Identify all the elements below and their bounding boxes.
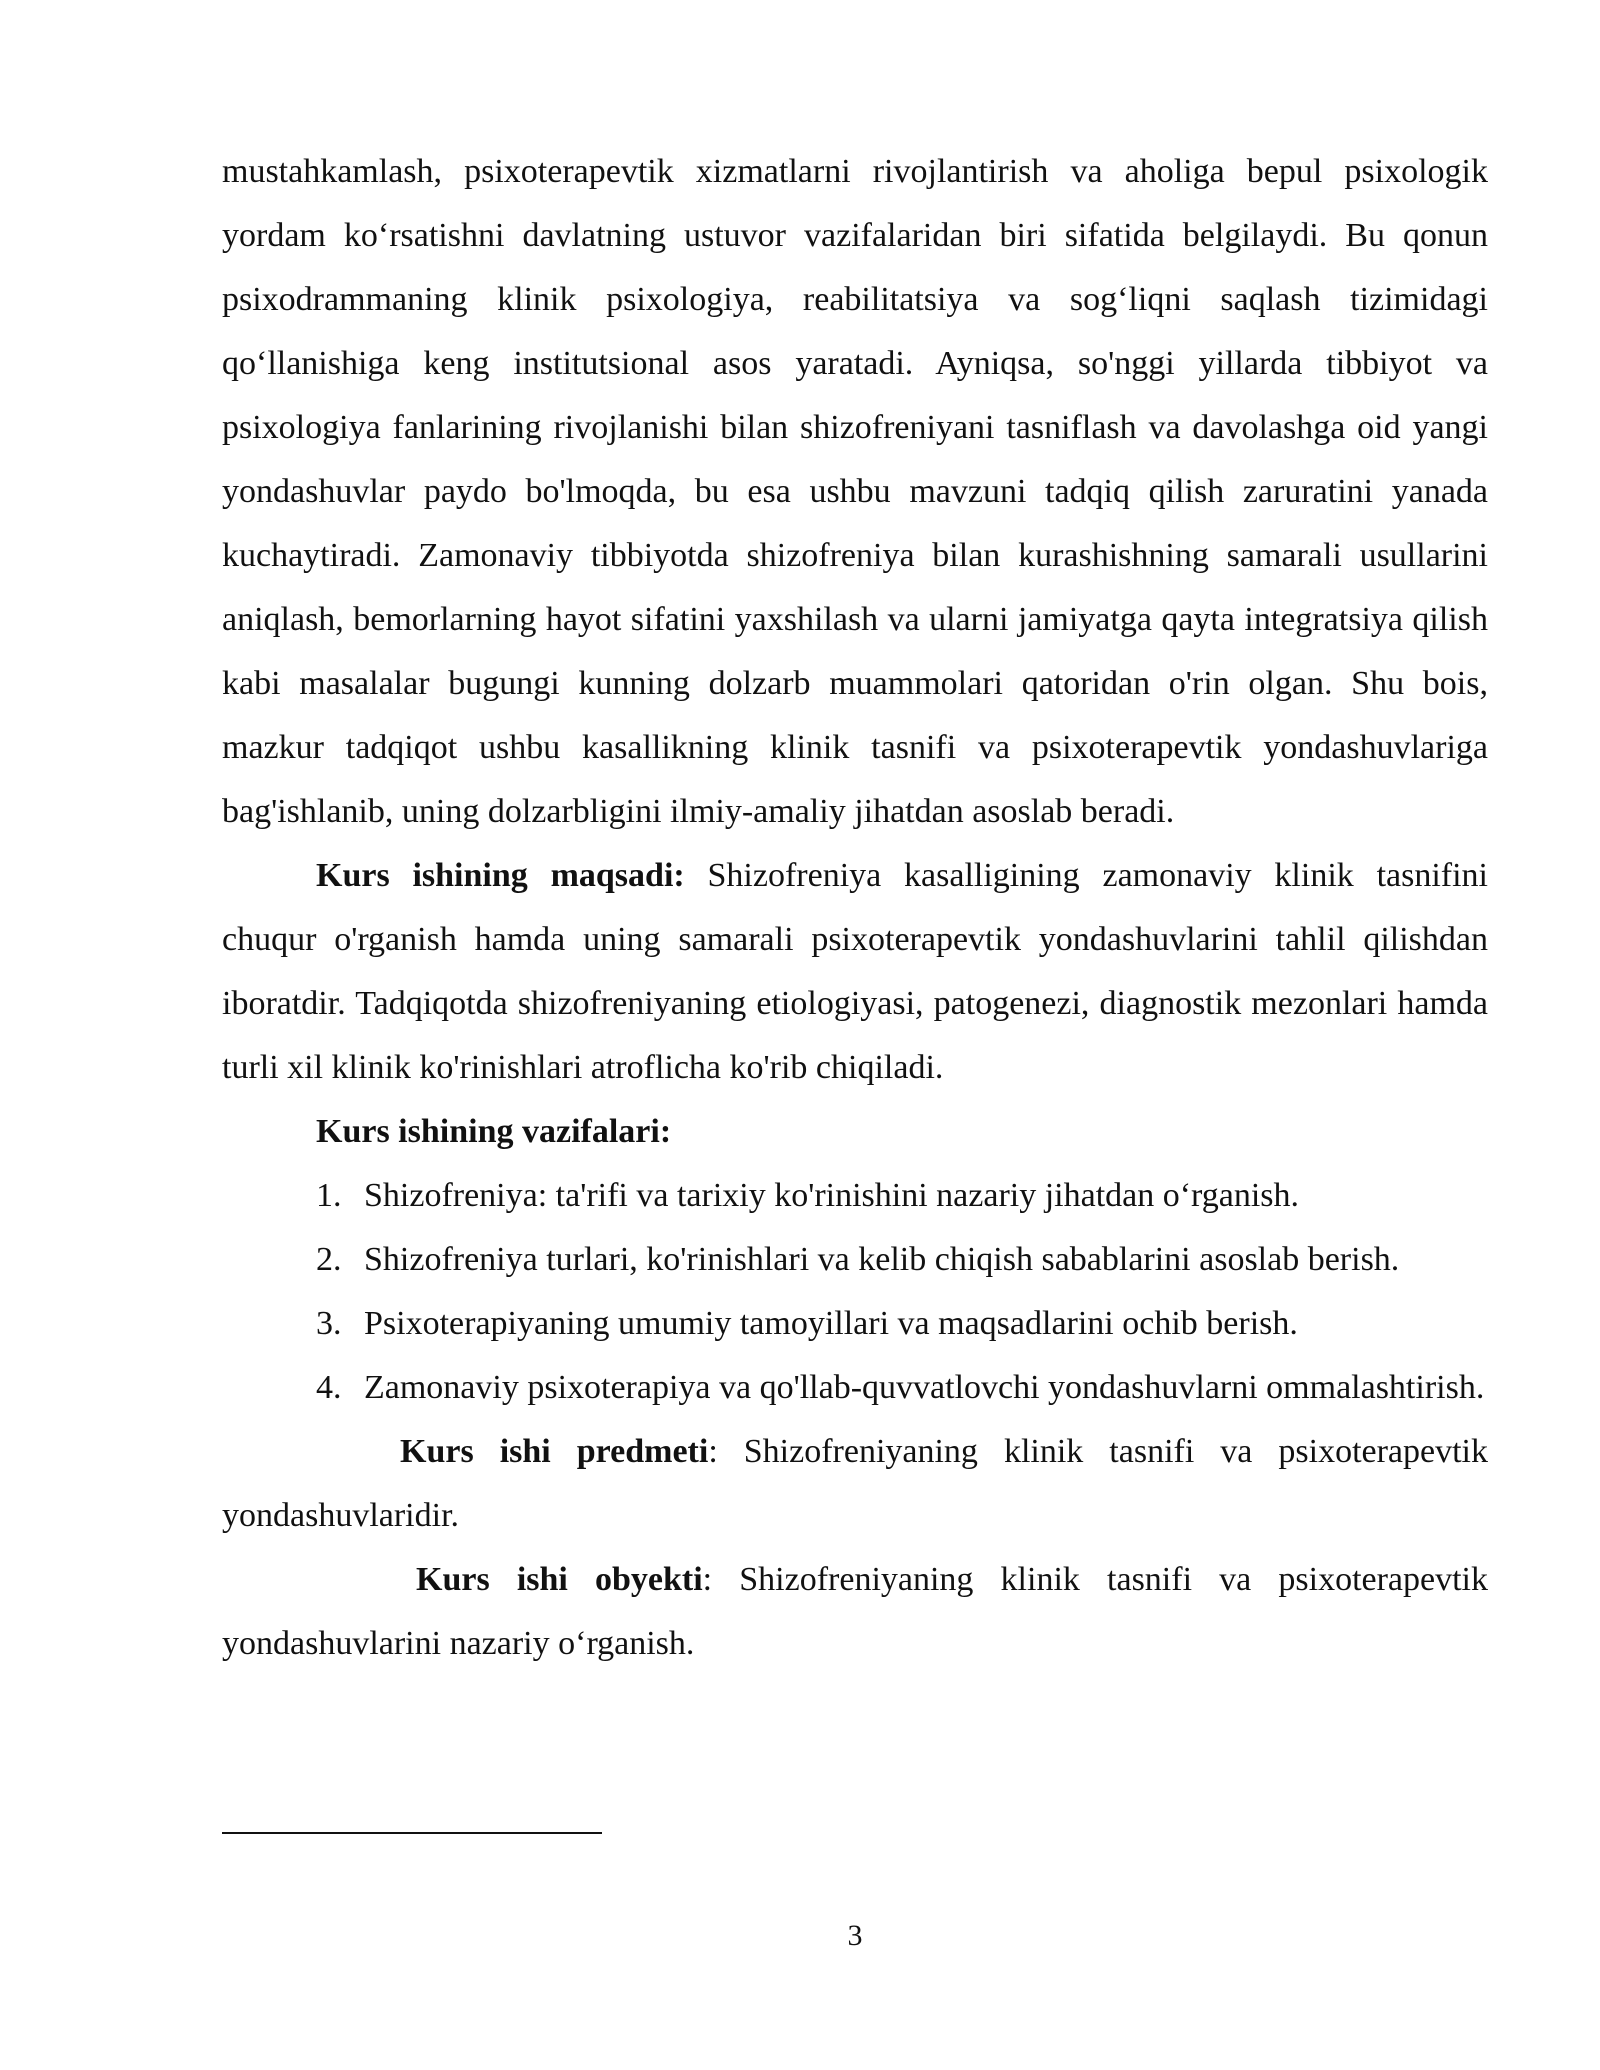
list-item-text: Shizofreniya: ta'rifi va tarixiy ko'rinishini nazariy jihatdan oʻrganish.	[364, 1177, 1300, 1214]
goal-label: Kurs ishining maqsadi:	[316, 857, 685, 894]
goal-paragraph	[222, 844, 1488, 1100]
list-item-number: 4.	[316, 1369, 342, 1406]
list-item	[316, 1356, 1488, 1420]
list-item	[316, 1164, 1488, 1228]
footnote-divider	[222, 1832, 602, 1834]
list-item-number: 1.	[316, 1177, 342, 1214]
subject-label: Kurs ishi predmeti	[400, 1433, 709, 1470]
object-text: : Shizofreniyaning klinik tasnifi va psixoterapevtik yondashuvlarini nazariy oʻrganish.	[222, 1561, 1488, 1662]
list-item-text: Psixoterapiyaning umumiy tamoyillari va maqsadlarini ochib berish.	[364, 1305, 1298, 1342]
object-paragraph	[222, 1548, 1488, 1676]
tasks-list	[222, 1164, 1488, 1420]
object-label: Kurs ishi obyekti	[416, 1561, 703, 1598]
intro-paragraph: mustahkamlash, psixoterapevtik xizmatlarni rivojlantirish va aholiga bepul psixologik yordam koʻrsatishni davlatning ustuvor vazifalaridan biri sifatida belgilaydi. Bu qonun psixodrammaning klinik psixologiya, reabilitatsiya va sogʻliqni saqlash tizimidagi qoʻllanishiga keng institutsional asos yaratadi. Ayniqsa, so'nggi yillarda tibbiyot va psixologiya fanlarining rivojlanishi bilan shizofreniyani tasniflash va davolashga oid yangi yondashuvlar paydo bo'lmoqda, bu esa ushbu mavzuni tadqiq qilish zaruratini yanada kuchaytiradi. Zamonaviy tibbiyotda shizofreniya bilan kurashishning samarali usullarini aniqlash, bemorlarning hayot sifatini yaxshilash va ularni jamiyatga qayta integratsiya qilish kabi masalalar bugungi kunning dolzarb muammolari qatoridan o'rin olgan. Shu bois, mazkur tadqiqot ushbu kasallikning klinik tasnifi va psixoterapevtik yondashuvlariga bag'ishlanib, uning dolzarbligini ilmiy-amaliy jihatdan asoslab beradi.	[222, 153, 1488, 830]
list-item	[316, 1292, 1488, 1356]
page-number: 3	[847, 1919, 863, 1952]
list-item-number: 2.	[316, 1241, 342, 1278]
subject-paragraph	[222, 1420, 1488, 1548]
document-page	[222, 140, 1488, 1676]
list-item	[316, 1228, 1488, 1292]
list-item-text: Shizofreniya turlari, ko'rinishlari va kelib chiqish sabablarini asoslab berish.	[364, 1241, 1400, 1278]
list-item-text: Zamonaviy psixoterapiya va qo'llab-quvvatlovchi yondashuvlarni ommalashtirish.	[364, 1369, 1485, 1406]
subject-text: : Shizofreniyaning klinik tasnifi va psixoterapevtik yondashuvlaridir.	[222, 1433, 1489, 1534]
goal-text: Shizofreniya kasalligining zamonaviy klinik tasnifini chuqur o'rganish hamda uning samarali psixoterapevtik yondashuvlarini tahlil qilishdan iboratdir. Tadqiqotda shizofreniyaning etiologiyasi, patogenezi, diagnostik mezonlari hamda turli xil klinik ko'rinishlari atroflicha ko'rib chiqiladi.	[222, 857, 1488, 1086]
tasks-heading: Kurs ishining vazifalari:	[316, 1113, 672, 1150]
list-item-number: 3.	[316, 1305, 342, 1342]
